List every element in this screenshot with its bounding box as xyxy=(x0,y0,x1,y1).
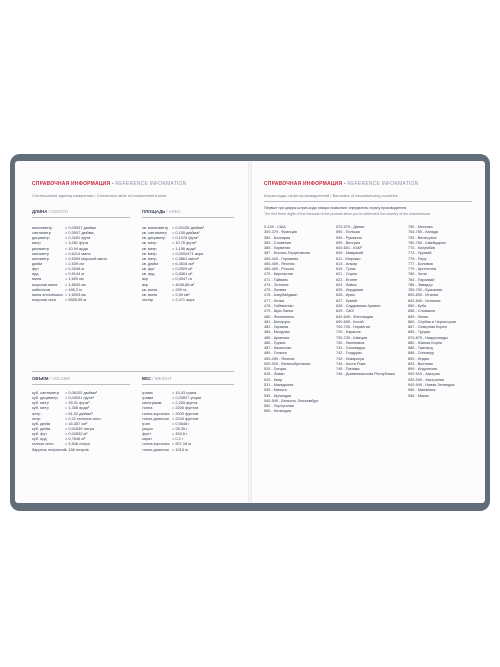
barcode-column-3 xyxy=(408,225,456,399)
barcode-entry: 600-601 - ЮАР xyxy=(336,246,363,251)
weight-table xyxy=(142,390,234,452)
unit-value: = 0,6214 мили xyxy=(65,250,91,256)
barcode-entry: 860 - Сербия и Черногория xyxy=(408,319,456,324)
unit-value: = 0,8361 м² xyxy=(172,271,193,277)
unit-value: = 2,539 см xyxy=(65,260,84,266)
unit-value: = 0,155 дюйма² xyxy=(172,230,200,236)
right-header-ru: СПРАВОЧНАЯ ИНФОРМАЦИЯ xyxy=(264,181,343,187)
area-title-en: / AREA xyxy=(166,209,181,214)
barcode-entry: 840-849 - Испания xyxy=(408,298,441,303)
barcode-entry: 850 - Куба xyxy=(408,303,427,308)
barcode-entry: 759 - Венесуэла xyxy=(408,235,437,240)
unit-value: = 907,18 кг xyxy=(172,441,192,447)
unit-name: куб. метр xyxy=(32,405,49,411)
unit-name: кв. ярд xyxy=(142,271,155,277)
unit-value: = 15,43 грана xyxy=(172,390,197,395)
barcode-entry: 487 - Казахстан xyxy=(264,346,292,351)
barcode-entry: 858 - Словакия xyxy=(408,309,435,314)
barcode-entry: 629 - ОАЭ xyxy=(336,309,354,314)
barcode-entry: 611 - Марокко xyxy=(336,256,361,261)
unit-value: = 61,02 дюйма³ xyxy=(65,410,93,416)
barcode-column-2 xyxy=(336,225,395,378)
unit-value: = 1,308 ярда³ xyxy=(65,405,90,411)
barcode-entry: 899 - Индонезия xyxy=(408,367,437,372)
volume-title-en: / VOLUME xyxy=(49,376,71,381)
barcode-entry: 741 - Сальвадор xyxy=(336,346,366,351)
unit-name: куб. дюйм xyxy=(32,425,51,431)
barcode-entry: 476 - Азербайджан xyxy=(264,293,298,298)
barcode-column-1 xyxy=(264,225,319,415)
barcode-entry: 730-739 - Швеция xyxy=(336,335,368,340)
unit-value: = 158 литров xyxy=(65,446,89,452)
unit-name: гектар xyxy=(142,296,154,302)
barcode-entry: 744 - Коста-Рика xyxy=(336,361,366,366)
barcode-entry: 613 - Алжир xyxy=(336,261,358,266)
table-row xyxy=(32,297,130,302)
unit-value: = 185,2 м xyxy=(65,286,82,292)
length-table xyxy=(32,225,130,302)
barcode-entry: 470 - Киргизстан xyxy=(264,272,294,277)
barcode-note-en: The first three digits of the barcode of the product allow you to determine the country of the manufacturer xyxy=(264,212,431,216)
barcode-entry: 746 - Доминиканская Республика xyxy=(336,372,395,377)
barcode-entry: 770 - Колумбия xyxy=(408,246,435,251)
unit-name: кв. сантиметр xyxy=(142,230,167,236)
unit-value: = 0,3937 дюйма xyxy=(65,230,94,236)
unit-name: гран xyxy=(142,420,150,426)
unit-value: = 0,03937 дюйма xyxy=(65,225,96,230)
unit-value: = 35,31 фута³ xyxy=(65,400,90,406)
unit-value: = 0,3281 фута xyxy=(65,235,91,241)
unit-value: = 0,06102 дюйма³ xyxy=(65,390,97,395)
unit-name: баррель нефтяной xyxy=(32,446,66,452)
unit-name: килограмм xyxy=(142,400,162,406)
left-header-en: • REFERENCE INFORMATION xyxy=(111,181,187,187)
barcode-entry: 619 - Тунис xyxy=(336,267,356,272)
unit-name: акр xyxy=(142,281,149,287)
unit-value: = 1,609 км xyxy=(65,276,84,282)
left-header-ru: СПРАВОЧНАЯ ИНФОРМАЦИЯ xyxy=(32,181,111,187)
unit-value: = 1,6093 км xyxy=(65,291,86,297)
length-divider xyxy=(32,217,130,218)
barcode-entry: 743 - Никарагуа xyxy=(336,356,365,361)
unit-name: кв. дециметр xyxy=(142,235,166,241)
barcode-entry: 760-769 - Швейцария xyxy=(408,240,446,245)
barcode-entry: 627 - Кувейт xyxy=(336,298,358,303)
unit-value: = 259 га xyxy=(172,286,187,292)
unit-value: = 0,4047 га xyxy=(172,276,192,282)
barcode-entry: 700-709 - Норвегия xyxy=(336,325,370,330)
barcode-entry: 484 - Молдова xyxy=(264,330,290,335)
barcode-entry: 690-695 - Китай xyxy=(336,319,364,324)
unit-value: = 0,1076 фута² xyxy=(172,235,199,241)
unit-value: = 0,22 галлона англ. xyxy=(65,415,102,421)
barcode-entry: 780 - Чили xyxy=(408,272,427,277)
weight-title-en: / WEIGHT xyxy=(152,376,172,381)
unit-value: = 2,205 фунта xyxy=(172,400,198,406)
barcode-entry: 0-139 - США xyxy=(264,225,286,229)
unit-name: тонна короткая xyxy=(142,441,170,447)
volume-table xyxy=(32,390,130,452)
unit-name: тонна длинная xyxy=(142,415,169,421)
barcode-entry: 485 - Армения xyxy=(264,335,290,340)
left-page-subtitle: Соотношение единиц измерения / Conversion table of measurement units xyxy=(32,193,167,198)
unit-name: фут xyxy=(32,266,39,272)
unit-name: миля xyxy=(32,276,42,282)
unit-value: = 1,8532 км xyxy=(65,281,86,287)
barcode-entry: 481 - Беларусь xyxy=(264,319,291,324)
unit-value: = 2240 фунтов xyxy=(172,415,199,421)
unit-value: = 0,9144 м xyxy=(65,271,85,277)
unit-value: = 2000 фунтов xyxy=(172,410,199,416)
right-page xyxy=(252,161,485,503)
unit-name: ярд xyxy=(32,271,39,277)
barcode-entry: 477 - Литва xyxy=(264,298,285,303)
unit-name: сантиметр xyxy=(32,230,51,236)
barcode-entry: 729 - Израиль xyxy=(336,330,361,335)
barcode-entry: 520 - Греция xyxy=(264,367,287,372)
unit-value: = 1,196 ярда² xyxy=(172,245,197,251)
unit-name: кв. миля xyxy=(142,291,158,297)
barcode-entry: 594 - Румыния xyxy=(336,235,362,240)
barcode-entry: 528 - Ливан xyxy=(264,372,285,377)
table-row xyxy=(142,297,234,302)
area-table xyxy=(142,225,234,302)
barcode-entry: 940-949 - Новая Зеландия xyxy=(408,382,455,387)
unit-name: кв. дюйм xyxy=(142,260,158,266)
unit-value: = 10,94 ярда xyxy=(65,245,88,251)
barcode-entry: 869 - Турция xyxy=(408,330,431,335)
unit-value: = 2205 фунтов xyxy=(172,405,199,411)
barcode-entry: 745 - Панама xyxy=(336,367,360,372)
area-divider xyxy=(142,217,234,218)
barcode-entry: 478 - Узбекистан xyxy=(264,303,294,308)
volume-title-ru: ОБЪЕМ xyxy=(32,376,49,381)
barcode-entry: 626 - Иран xyxy=(336,293,355,298)
barcode-entry: 888 - Сингапур xyxy=(408,351,435,356)
barcode-entry: 742 - Гондурас xyxy=(336,351,362,356)
barcode-entry: 622 - Египет xyxy=(336,277,358,282)
barcode-entry: 569 - Исландия xyxy=(264,409,292,414)
barcode-entry: 387 - Босния-Герцеговина xyxy=(264,251,310,256)
section-length-title xyxy=(32,209,68,214)
barcode-entry: 800-839 - Италия xyxy=(408,293,439,298)
unit-name: гранм xyxy=(142,390,153,395)
barcode-entry: 482 - Украина xyxy=(264,325,289,330)
unit-name: куб. метр xyxy=(32,400,49,406)
unit-name: километр xyxy=(32,250,50,256)
middle-divider xyxy=(32,371,234,372)
unit-value: = 2,59 км² xyxy=(172,291,190,297)
left-page-header xyxy=(32,181,186,187)
barcode-entry: 885 - Таиланд xyxy=(408,346,433,351)
barcode-entry: 460-469 - Россия xyxy=(264,267,294,272)
unit-name: тонна длинная xyxy=(142,446,169,452)
unit-name: кв. миля xyxy=(142,286,158,292)
area-title-ru: ПЛОЩАДЬ xyxy=(142,209,166,214)
barcode-entry: 628 - Саудовская Аравия xyxy=(336,303,381,308)
barcode-entry: 380 - Болгария xyxy=(264,235,291,240)
unit-value: = 0,03527 унции xyxy=(172,395,202,401)
barcode-entry: 490-499 - Япония xyxy=(264,356,295,361)
right-page-subtitle: Штрих-коды стран производителей / Barcodes of manufacturing countries xyxy=(264,193,398,198)
barcode-entry: 958 - Макао xyxy=(408,393,429,398)
unit-name: кв. миллиметр xyxy=(142,225,169,230)
weight-title-ru: ВЕС xyxy=(142,376,152,381)
unit-value: = 0,0002471 акра xyxy=(172,250,204,256)
barcode-entry: 529 - Кипр xyxy=(264,377,283,382)
unit-value: = 0,5399 морской мили xyxy=(65,255,107,261)
barcode-entry: 486 - Грузия xyxy=(264,340,286,345)
section-weight-title xyxy=(142,376,172,381)
barcode-entry: 500-509 - Великобритания xyxy=(264,361,311,366)
unit-value: = 6,4516 см² xyxy=(172,260,195,266)
table-row xyxy=(142,447,234,452)
barcode-entry: 385 - Хорватия xyxy=(264,246,291,251)
unit-name: куб. дюйм xyxy=(32,420,51,426)
unit-value: = 4046,86 м² xyxy=(172,281,195,287)
unit-value: = 0,00155 дюйма² xyxy=(172,225,204,230)
barcode-entry: 570-579 - Дания xyxy=(336,225,365,229)
unit-value: = 3,281 фута xyxy=(65,240,89,246)
unit-value: = 453,6 г xyxy=(172,431,188,437)
barcode-entry: 621 - Сирия xyxy=(336,272,357,277)
unit-value: = 2,471 акра xyxy=(172,296,195,302)
unit-name: декаметр xyxy=(32,245,50,251)
unit-value: = 28,35 г xyxy=(172,425,188,431)
unit-name: куб. фут xyxy=(32,431,48,437)
unit-name: километр xyxy=(32,255,50,261)
barcode-note-ru: Первые три цифры штрих-кода товара позволяют определить страну производителя xyxy=(264,206,407,210)
barcode-entry: 609 - Маврикий xyxy=(336,251,364,256)
barcode-entry: 740 - Гватемала xyxy=(336,340,365,345)
barcode-entry: 775 - Перу xyxy=(408,256,427,261)
unit-value: = 0,0929 м² xyxy=(172,266,193,272)
unit-value: = 0,2 г xyxy=(172,436,184,442)
right-page-header xyxy=(264,181,418,187)
barcode-entry: 859 - Чехия xyxy=(408,314,429,319)
barcode-entry: 590 - Польша xyxy=(336,230,360,235)
volume-divider xyxy=(32,384,130,385)
barcode-entry: 880 - Южная Корея xyxy=(408,340,443,345)
barcode-entry: 779 - Аргентина xyxy=(408,267,436,272)
unit-name: фунт xyxy=(142,431,152,437)
barcode-entry: 560 - Португалия xyxy=(264,404,295,409)
barcode-entry: 539 - Ирландия xyxy=(264,393,292,398)
section-area-title xyxy=(142,209,181,214)
barcode-entry: 531 - Македония xyxy=(264,382,294,387)
barcode-entry: 640-649 - Финляндия xyxy=(336,314,374,319)
unit-name: карат xyxy=(142,436,152,442)
barcode-entry: 540-549 - Бельгия, Люксембург xyxy=(264,398,319,403)
barcode-entry: 890 - Индия xyxy=(408,356,429,361)
barcode-entry: 480 - Филиппины xyxy=(264,314,295,319)
barcode-entry: 870-879 - Нидерланды xyxy=(408,335,448,340)
unit-value: = 10,76 фута² xyxy=(172,240,197,246)
barcode-entry: 450-459 - Япония xyxy=(264,261,295,266)
barcode-entry: 471 - Тайвань xyxy=(264,277,289,282)
barcode-entry: 777 - Боливия xyxy=(408,261,433,266)
unit-name: унция xyxy=(142,425,153,431)
barcode-entry: 475 - Латвия xyxy=(264,288,287,293)
unit-value: = 0,02832 м³ xyxy=(65,431,88,437)
unit-name: акр xyxy=(142,276,149,282)
unit-name: кв. метр xyxy=(142,240,157,246)
unit-name: тонна короткая xyxy=(142,410,170,416)
unit-value: = 0,0648 г xyxy=(172,420,190,426)
unit-value: = 0,3048 м xyxy=(65,266,85,272)
barcode-entry: 893 - Вьетнам xyxy=(408,361,433,366)
barcode-entry: 383 - Словения xyxy=(264,240,292,245)
barcode-entry: 900-919 - Австрия xyxy=(408,372,440,377)
unit-name: миллиметр xyxy=(32,225,53,230)
table-row xyxy=(32,447,130,452)
unit-name: куб. ярд xyxy=(32,436,47,442)
unit-name: морская миля xyxy=(32,281,58,287)
unit-name: кв. метр xyxy=(142,250,157,256)
barcode-entry: 489 - Гонконг xyxy=(264,351,288,356)
section-volume-title xyxy=(32,376,70,381)
unit-value: = 4,546 литра xyxy=(65,441,90,447)
barcode-entry: 773 - Уругвай xyxy=(408,251,432,256)
right-header-divider xyxy=(264,201,472,202)
unit-value: = 16,387 см³ xyxy=(65,420,88,426)
unit-name: куб. дециметр xyxy=(32,395,58,401)
left-page xyxy=(15,161,248,503)
unit-name: морская лига xyxy=(32,296,57,302)
length-title-ru: ДЛИНА xyxy=(32,209,48,214)
unit-value: = 0,01639 литра xyxy=(65,425,95,431)
unit-name: литр xyxy=(32,415,41,421)
length-title-en: / LENGTH xyxy=(48,209,69,214)
unit-value: = 5555,55 м xyxy=(65,296,87,302)
unit-name: дециметр xyxy=(32,235,50,241)
barcode-entry: 784 - Парагвай xyxy=(408,277,435,282)
barcode-entry: 479 - Шри-Ланка xyxy=(264,309,294,314)
unit-name: метр xyxy=(32,240,41,246)
unit-name: кв. метр xyxy=(142,245,157,251)
barcode-entry: 789-790 - Бразилия xyxy=(408,288,443,293)
unit-name: грамм xyxy=(142,395,154,401)
barcode-entry: 624 - Ливия xyxy=(336,282,357,287)
unit-name: литр xyxy=(32,410,41,416)
right-header-en: • REFERENCE INFORMATION xyxy=(343,181,419,187)
barcode-entry: 955 - Малайзия xyxy=(408,388,436,393)
unit-value: = 1016 кг xyxy=(172,446,189,452)
unit-value: = 0,7646 м³ xyxy=(65,436,86,442)
weight-divider xyxy=(142,384,234,385)
unit-name: кв. фут xyxy=(142,266,155,272)
unit-name: галлон англ. xyxy=(32,441,55,447)
unit-name: миля английская xyxy=(32,291,63,297)
barcode-entry: 474 - Эстония xyxy=(264,282,289,287)
barcode-entry: 300-379 - Франция xyxy=(264,230,297,235)
barcode-entry: 400-440 - Германия xyxy=(264,256,299,261)
barcode-entry: 930-939 - Австралия xyxy=(408,377,445,382)
unit-name: кабельтов xyxy=(32,286,51,292)
unit-name: кв. метр xyxy=(142,255,157,261)
unit-value: = 0,3861 мили² xyxy=(172,255,199,261)
unit-name: куб. сантиметр xyxy=(32,390,59,395)
unit-value: = 0,03531 фута³ xyxy=(65,395,94,401)
barcode-entry: 750 - Мексика xyxy=(408,225,433,229)
barcode-entry: 625 - Иордания xyxy=(336,288,364,293)
unit-name: тонна xyxy=(142,405,153,411)
barcode-entry: 867 - Северная Корея xyxy=(408,325,447,330)
barcode-entry: 599 - Венгрия xyxy=(336,240,361,245)
unit-name: дюйм xyxy=(32,260,43,266)
barcode-entry: 754-755 - Канада xyxy=(408,230,439,235)
barcode-entry: 786 - Эквадор xyxy=(408,282,433,287)
barcode-entry: 535 - Мальта xyxy=(264,388,287,393)
